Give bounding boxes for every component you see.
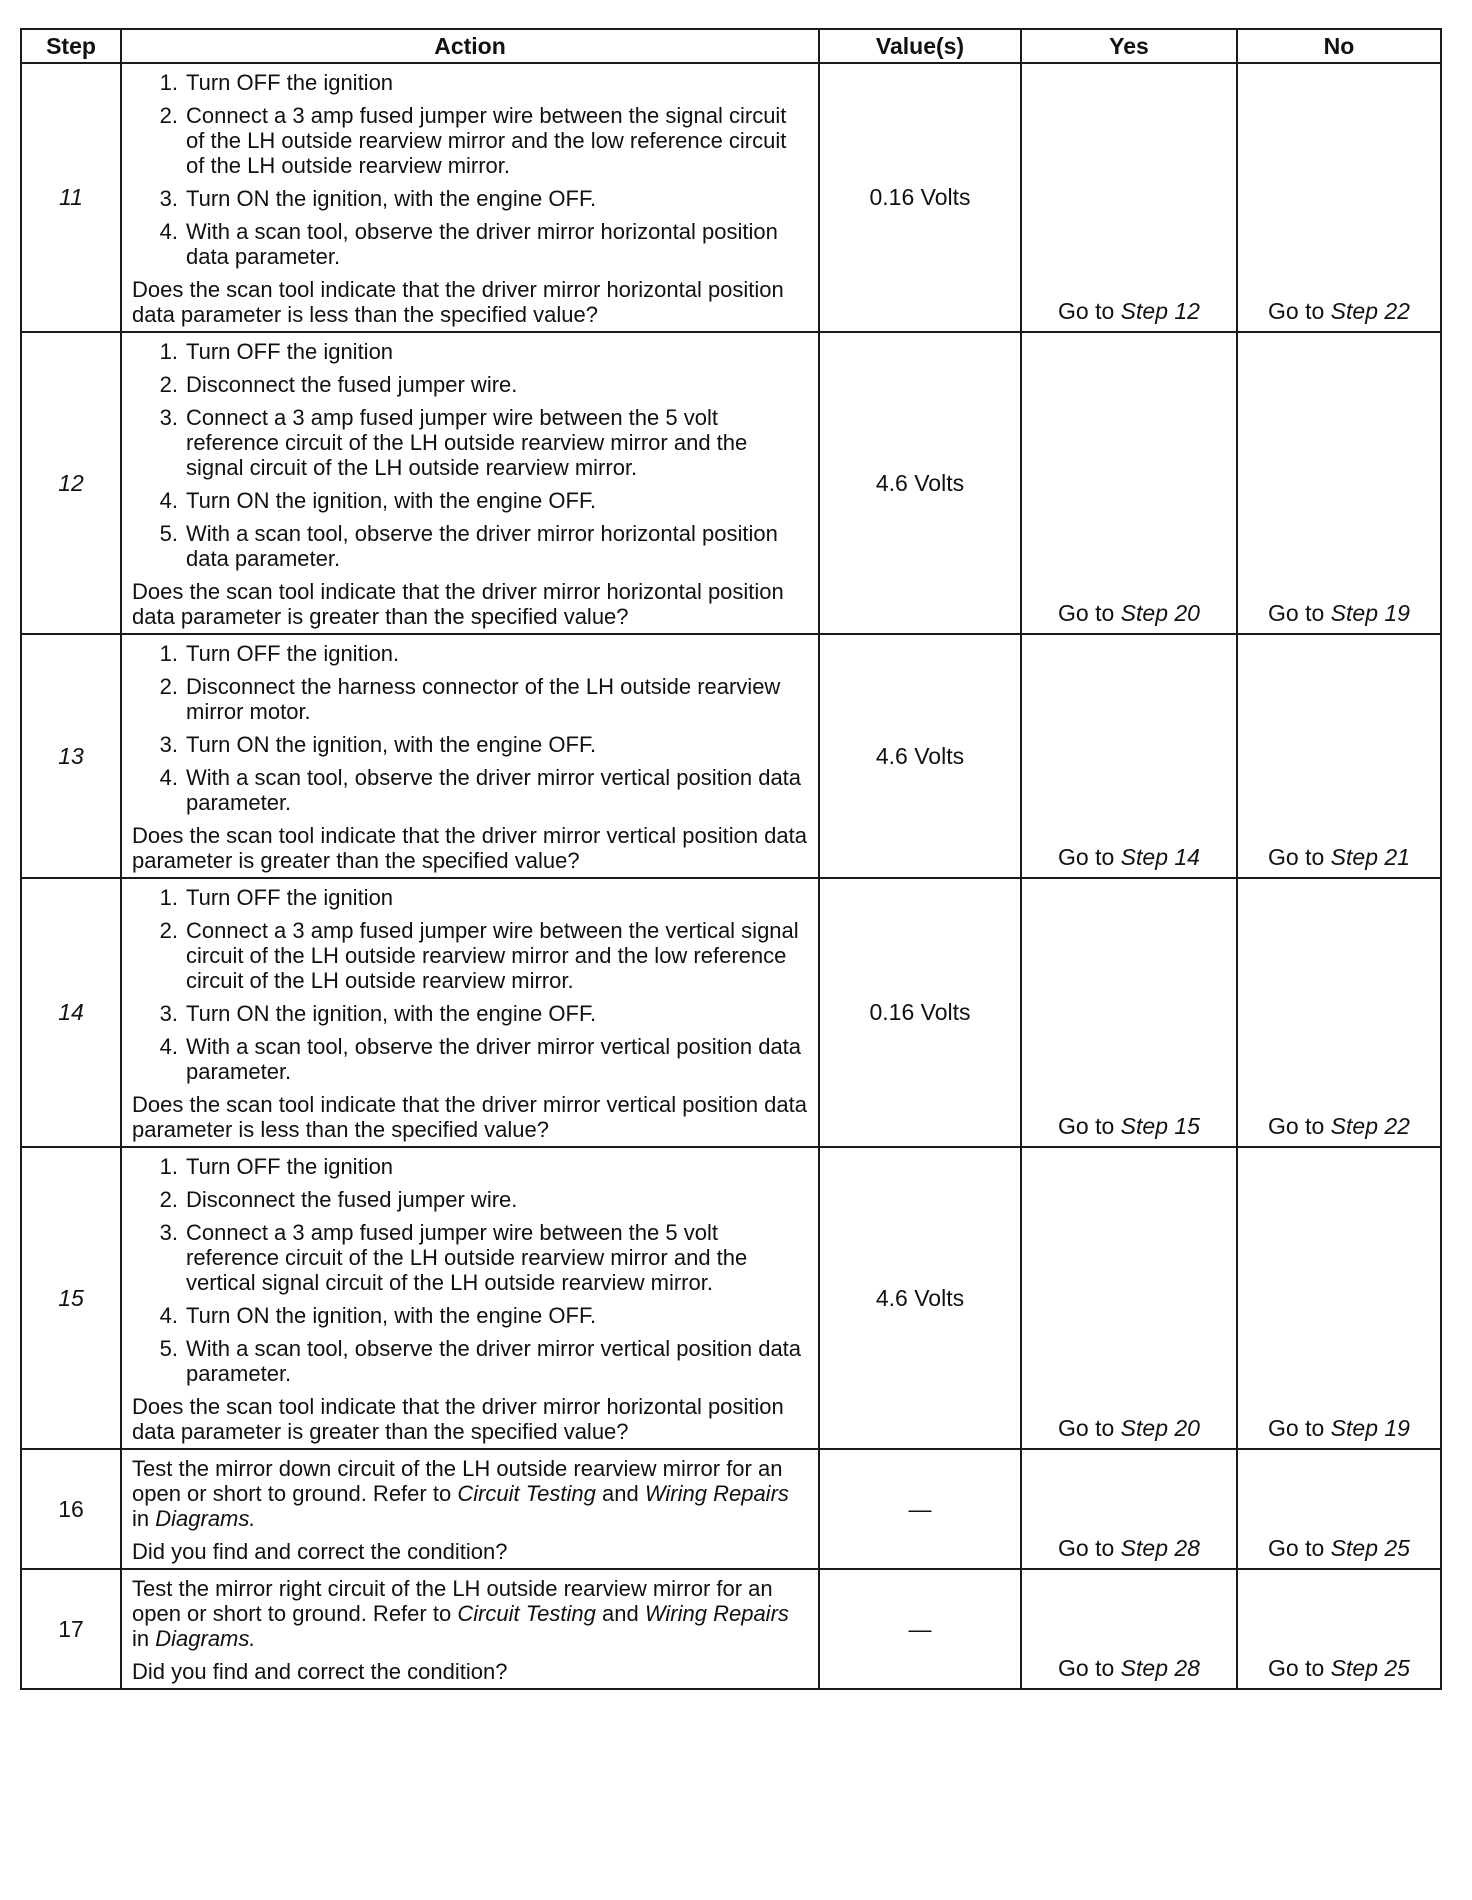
action-item (132, 219, 810, 269)
action-item-number: 3. (159, 405, 178, 430)
instruction-text: and (595, 1481, 645, 1506)
goto-prefix: Go to (1058, 1415, 1115, 1441)
no-action-cell (1237, 1569, 1441, 1689)
action-item (132, 1187, 810, 1212)
action-item (132, 1154, 810, 1179)
spec-value: — (819, 1449, 1021, 1569)
instruction-text: in (132, 1626, 156, 1651)
action-cell (121, 1147, 819, 1449)
goto-step-link[interactable]: Step 28 (1120, 1655, 1200, 1681)
action-item-text: Turn ON the ignition, with the engine OFF. (186, 1001, 597, 1026)
no-action-cell (1237, 332, 1441, 634)
action-item (132, 732, 810, 757)
action-cell (121, 1449, 819, 1569)
instruction-text: Test the mirror down circuit of the LH outside rearview mirror for an open or short to ground. Refer to (132, 1456, 783, 1506)
action-item-text: Disconnect the fused jumper wire. (186, 372, 518, 397)
action-item (132, 103, 810, 178)
question-text: Does the scan tool indicate that the driver mirror horizontal position data parameter is less than the specified value? (132, 277, 784, 327)
goto-prefix: Go to (1268, 1535, 1325, 1561)
goto-prefix: Go to (1268, 298, 1325, 324)
spec-value: — (819, 1569, 1021, 1689)
action-item-text: Turn ON the ignition, with the engine OFF. (186, 732, 597, 757)
no-action-cell (1237, 878, 1441, 1147)
goto-step-link[interactable]: Step 15 (1120, 1113, 1200, 1139)
spec-value: 0.16 Volts (819, 63, 1021, 332)
action-item-text: With a scan tool, observe the driver mirror vertical position data parameter. (186, 1034, 802, 1084)
action-item-number: 2. (159, 103, 178, 128)
action-item (132, 521, 810, 571)
action-item-number: 1. (159, 641, 178, 666)
action-item (132, 641, 810, 666)
action-cell (121, 1569, 819, 1689)
goto-prefix: Go to (1058, 298, 1115, 324)
table-row (21, 63, 1441, 332)
action-cell (121, 332, 819, 634)
reference-link-text: Circuit Testing (457, 1601, 596, 1626)
instruction-text: and (595, 1601, 645, 1626)
question-text: Does the scan tool indicate that the driver mirror vertical position data parameter is greater than the specified value? (132, 823, 807, 873)
action-item-text: Disconnect the harness connector of the LH outside rearview mirror motor. (186, 674, 781, 724)
action-item-text: With a scan tool, observe the driver mirror horizontal position data parameter. (186, 219, 778, 269)
action-item-number: 3. (159, 186, 178, 211)
spec-value: 0.16 Volts (819, 878, 1021, 1147)
goto-step-link[interactable]: Step 25 (1330, 1655, 1410, 1681)
action-item-number: 2. (159, 1187, 178, 1212)
action-item (132, 1001, 810, 1026)
question-text: Does the scan tool indicate that the driver mirror vertical position data parameter is less than the specified value? (132, 1092, 807, 1142)
instruction-text: Test the mirror right circuit of the LH outside rearview mirror for an open or short to ground. Refer to (132, 1576, 773, 1626)
header-values: Value(s) (819, 29, 1021, 63)
header-step: Step (21, 29, 121, 63)
action-item (132, 488, 810, 513)
action-item-text: Disconnect the fused jumper wire. (186, 1187, 518, 1212)
question-text: Does the scan tool indicate that the driver mirror horizontal position data parameter is greater than the specified value? (132, 579, 784, 629)
action-item-text: Turn ON the ignition, with the engine OFF. (186, 186, 597, 211)
reference-link-text: Wiring Repairs (644, 1481, 789, 1506)
yes-action-cell (1021, 1147, 1237, 1449)
yes-action-cell (1021, 63, 1237, 332)
action-item (132, 885, 810, 910)
action-item-number: 5. (159, 521, 178, 546)
table-row (21, 1147, 1441, 1449)
action-item-number: 2. (159, 918, 178, 943)
no-action-cell (1237, 634, 1441, 878)
step-number: 13 (21, 634, 121, 878)
table-row (21, 1569, 1441, 1689)
yes-action-cell (1021, 634, 1237, 878)
action-item-number: 3. (159, 1001, 178, 1026)
step-number: 14 (21, 878, 121, 1147)
table-row (21, 878, 1441, 1147)
action-item-number: 1. (159, 70, 178, 95)
goto-prefix: Go to (1268, 1415, 1325, 1441)
spec-value: 4.6 Volts (819, 332, 1021, 634)
action-item (132, 70, 810, 95)
goto-prefix: Go to (1058, 1535, 1115, 1561)
action-item-text: Connect a 3 amp fused jumper wire between the vertical signal circuit of the LH outside rearview mirror and the low reference circuit of the LH outside rearview mirror. (186, 918, 799, 993)
action-item (132, 186, 810, 211)
goto-prefix: Go to (1058, 600, 1115, 626)
action-item (132, 765, 810, 815)
action-item-text: Connect a 3 amp fused jumper wire between the 5 volt reference circuit of the LH outside rearview mirror and the signal circuit of the LH outside rearview mirror. (186, 405, 748, 480)
yes-action-cell (1021, 878, 1237, 1147)
goto-step-link[interactable]: Step 19 (1330, 600, 1410, 626)
reference-link-text: Diagrams. (155, 1626, 256, 1651)
spec-value: 4.6 Volts (819, 1147, 1021, 1449)
goto-step-link[interactable]: Step 25 (1330, 1535, 1410, 1561)
action-instruction (132, 1456, 810, 1531)
action-item-text: Turn OFF the ignition (186, 70, 394, 95)
action-item-text: With a scan tool, observe the driver mirror horizontal position data parameter. (186, 521, 778, 571)
question-text: Did you find and correct the condition? (132, 1539, 508, 1564)
action-item-number: 1. (159, 885, 178, 910)
action-cell (121, 63, 819, 332)
no-action-cell (1237, 1147, 1441, 1449)
action-item-number: 1. (159, 339, 178, 364)
action-item-text: Connect a 3 amp fused jumper wire between the 5 volt reference circuit of the LH outside rearview mirror and the vertical signal circuit of the LH outside rearview mirror. (186, 1220, 748, 1295)
goto-step-link[interactable]: Step 19 (1330, 1415, 1410, 1441)
action-item-number: 4. (159, 765, 178, 790)
step-number: 15 (21, 1147, 121, 1449)
header-action: Action (121, 29, 819, 63)
yes-action-cell (1021, 1569, 1237, 1689)
goto-step-link[interactable]: Step 28 (1120, 1535, 1200, 1561)
action-item (132, 674, 810, 724)
action-item-number: 2. (159, 372, 178, 397)
instruction-text: in (132, 1506, 156, 1531)
yes-action-cell (1021, 332, 1237, 634)
goto-prefix: Go to (1268, 600, 1325, 626)
action-item (132, 1034, 810, 1084)
action-item (132, 339, 810, 364)
step-number: 17 (21, 1569, 121, 1689)
action-item-number: 3. (159, 732, 178, 757)
goto-step-link[interactable]: Step 20 (1120, 600, 1200, 626)
action-item-text: Turn ON the ignition, with the engine OFF. (186, 488, 597, 513)
action-item-text: Turn OFF the ignition. (186, 641, 400, 666)
action-item-number: 3. (159, 1220, 178, 1245)
action-item-number: 4. (159, 1303, 178, 1328)
action-list (132, 885, 810, 1084)
table-row (21, 634, 1441, 878)
goto-prefix: Go to (1058, 1655, 1115, 1681)
action-item-text: Turn ON the ignition, with the engine OFF. (186, 1303, 597, 1328)
action-item-text: With a scan tool, observe the driver mirror vertical position data parameter. (186, 1336, 802, 1386)
action-item-text: With a scan tool, observe the driver mirror vertical position data parameter. (186, 765, 802, 815)
goto-step-link[interactable]: Step 22 (1330, 1113, 1410, 1139)
action-item (132, 1336, 810, 1386)
goto-step-link[interactable]: Step 20 (1120, 1415, 1200, 1441)
goto-step-link[interactable]: Step 12 (1120, 298, 1200, 324)
action-instruction (132, 1576, 810, 1651)
action-item-text: Turn OFF the ignition (186, 339, 394, 364)
goto-step-link[interactable]: Step 22 (1330, 298, 1410, 324)
step-number: 11 (21, 63, 121, 332)
action-item (132, 372, 810, 397)
reference-link-text: Circuit Testing (457, 1481, 596, 1506)
action-item (132, 1303, 810, 1328)
action-item-number: 4. (159, 219, 178, 244)
no-action-cell (1237, 1449, 1441, 1569)
goto-prefix: Go to (1268, 1655, 1325, 1681)
step-number: 16 (21, 1449, 121, 1569)
action-list (132, 641, 810, 815)
action-list (132, 339, 810, 571)
goto-prefix: Go to (1268, 844, 1325, 870)
action-item-text: Connect a 3 amp fused jumper wire between the signal circuit of the LH outside rearview mirror and the low reference circuit of the LH outside rearview mirror. (186, 103, 787, 178)
goto-prefix: Go to (1058, 1113, 1115, 1139)
question-text: Did you find and correct the condition? (132, 1659, 508, 1684)
reference-link-text: Wiring Repairs (644, 1601, 789, 1626)
goto-prefix: Go to (1268, 1113, 1325, 1139)
action-item (132, 405, 810, 480)
step-number: 12 (21, 332, 121, 634)
action-cell (121, 634, 819, 878)
action-list (132, 70, 810, 269)
action-item (132, 918, 810, 993)
action-item-number: 1. (159, 1154, 178, 1179)
goto-step-link[interactable]: Step 21 (1330, 844, 1410, 870)
header-yes: Yes (1021, 29, 1237, 63)
action-cell (121, 878, 819, 1147)
action-item-number: 4. (159, 1034, 178, 1059)
spec-value: 4.6 Volts (819, 634, 1021, 878)
diagnostic-table (20, 28, 1442, 1690)
action-item (132, 1220, 810, 1295)
action-item-number: 2. (159, 674, 178, 699)
action-item-number: 5. (159, 1336, 178, 1361)
goto-step-link[interactable]: Step 14 (1120, 844, 1200, 870)
action-item-text: Turn OFF the ignition (186, 885, 394, 910)
table-row (21, 1449, 1441, 1569)
table-header (21, 29, 1441, 63)
question-text: Does the scan tool indicate that the driver mirror horizontal position data parameter is greater than the specified value? (132, 1394, 784, 1444)
table-body (21, 63, 1441, 1689)
header-no: No (1237, 29, 1441, 63)
reference-link-text: Diagrams. (155, 1506, 256, 1531)
yes-action-cell (1021, 1449, 1237, 1569)
no-action-cell (1237, 63, 1441, 332)
action-list (132, 1154, 810, 1386)
action-item-text: Turn OFF the ignition (186, 1154, 394, 1179)
table-row (21, 332, 1441, 634)
goto-prefix: Go to (1058, 844, 1115, 870)
action-item-number: 4. (159, 488, 178, 513)
